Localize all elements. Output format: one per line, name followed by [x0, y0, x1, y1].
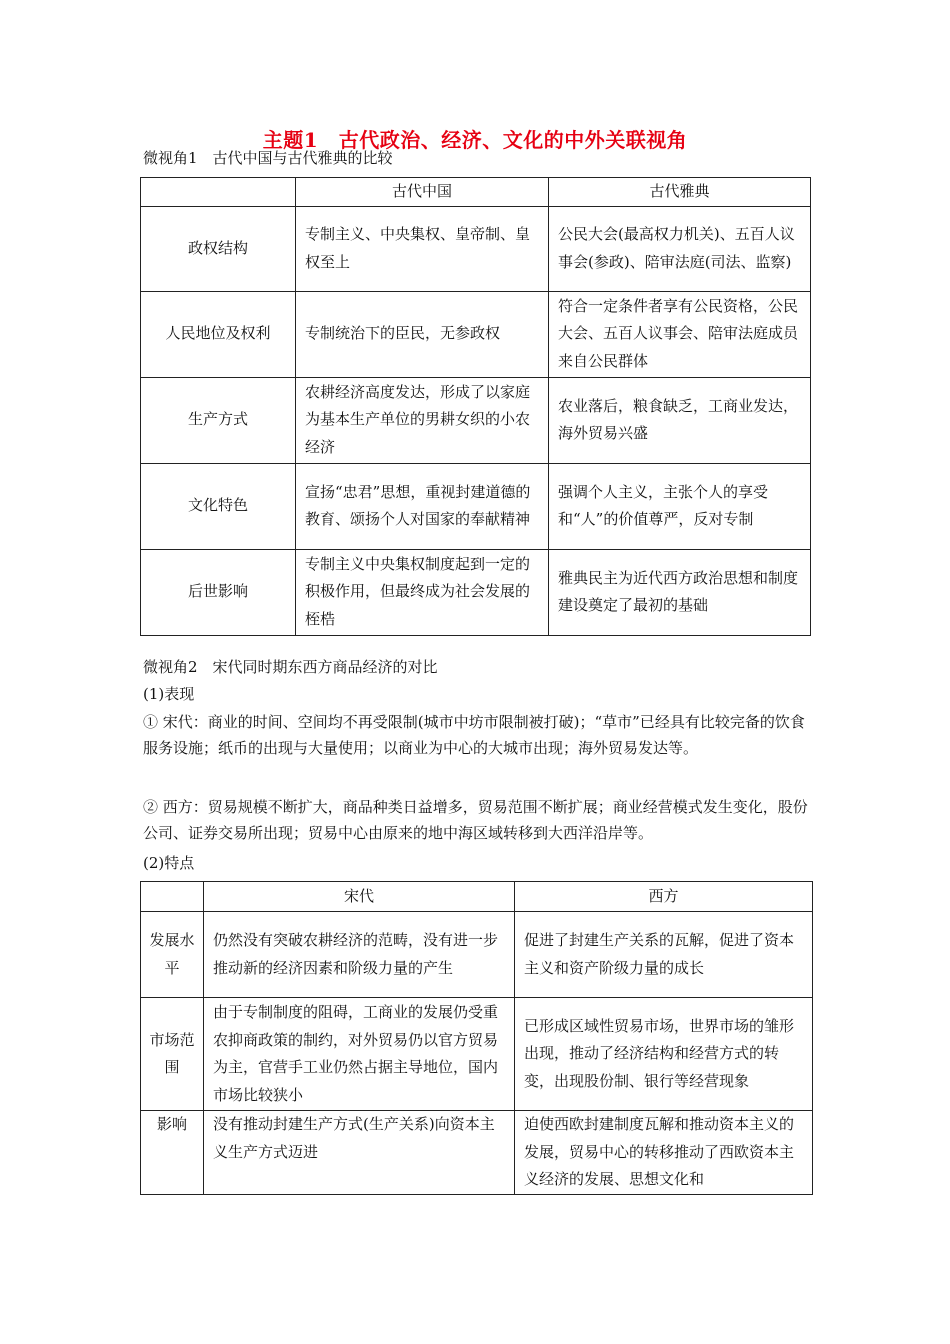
athens-cell: 农业落后，粮食缺乏，工商业发达，海外贸易兴盛	[549, 377, 811, 463]
athens-cell: 强调个人主义，主张个人的享受和“人”的价值尊严，反对专制	[549, 463, 811, 549]
west-cell: 迫使西欧封建制度瓦解和推动资本主义的发展，贸易中心的转移推动了西欧资本主义经济的发展、思想文化和	[515, 1111, 813, 1195]
table-header-row	[141, 178, 811, 207]
table-row	[141, 206, 811, 291]
row-label: 后世影响	[141, 549, 296, 635]
row-label: 文化特色	[141, 463, 296, 549]
section2-heading: 微视角2 宋代同时期东西方商品经济的对比	[143, 658, 438, 676]
china-cell: 农耕经济高度发达，形成了以家庭为基本生产单位的男耕女织的小农经济	[296, 377, 549, 463]
song-cell: 没有推动封建生产方式(生产关系)向资本主义生产方式迈进	[204, 1111, 515, 1195]
athens-cell: 符合一定条件者享有公民资格，公民大会、五百人议事会、陪审法庭成员来自公民群体	[549, 291, 811, 377]
song-paragraph: ① 宋代：商业的时间、空间均不再受限制(城市中坊市限制被打破)；“草市”已经具有比较完备的饮食服务设施；纸币的出现与大量使用；以商业为中心的大城市出现；海外贸易发达等。	[143, 713, 805, 757]
header-cell-song: 宋代	[204, 882, 515, 912]
row-label: 政权结构	[141, 206, 296, 291]
header-cell-athens: 古代雅典	[549, 178, 811, 207]
row-label: 市场范围	[141, 998, 204, 1111]
row-label: 人民地位及权利	[141, 291, 296, 377]
china-cell: 专制主义、中央集权、皇帝制、皇权至上	[296, 206, 549, 291]
west-cell: 已形成区域性贸易市场，世界市场的雏形出现，推动了经济结构和经营方式的转变，出现股份制、银行等经营现象	[515, 998, 813, 1111]
section1-heading: 微视角1 古代中国与古代雅典的比较	[143, 149, 393, 167]
table-header-row	[141, 882, 813, 912]
header-cell-china: 古代中国	[296, 178, 549, 207]
row-label: 发展水平	[141, 912, 204, 998]
table-row	[141, 549, 811, 635]
page-title: 主题1 古代政治、经济、文化的中外关联视角	[262, 128, 688, 152]
header-cell-empty	[141, 178, 296, 207]
west-cell: 促进了封建生产关系的瓦解，促进了资本主义和资产阶级力量的成长	[515, 912, 813, 998]
west-paragraph: ② 西方：贸易规模不断扩大，商品种类日益增多，贸易范围不断扩展；商业经营模式发生变化，股份公司、证券交易所出现；贸易中心由原来的地中海区域转移到大西洋沿岸等。	[143, 798, 808, 842]
table-row	[141, 463, 811, 549]
table-row	[141, 998, 813, 1111]
subheading-performance: (1)表现	[143, 685, 195, 703]
song-cell: 仍然没有突破农耕经济的范畴，没有进一步推动新的经济因素和阶级力量的产生	[204, 912, 515, 998]
header-cell-empty	[141, 882, 204, 912]
row-label: 影响	[141, 1111, 204, 1195]
row-label: 生产方式	[141, 377, 296, 463]
comparison-table-song-west	[140, 881, 813, 1195]
song-cell: 由于专制制度的阻碍，工商业的发展仍受重农抑商政策的制约，对外贸易仍以官方贸易为主，官营手工业仍然占据主导地位，国内市场比较狭小	[204, 998, 515, 1111]
table-row	[141, 291, 811, 377]
china-cell: 专制主义中央集权制度起到一定的积极作用，但最终成为社会发展的桎梏	[296, 549, 549, 635]
athens-cell: 公民大会(最高权力机关)、五百人议事会(参政)、陪审法庭(司法、监察)	[549, 206, 811, 291]
comparison-table-china-athens	[140, 177, 811, 636]
table-row	[141, 912, 813, 998]
header-cell-west: 西方	[515, 882, 813, 912]
table-row	[141, 1111, 813, 1195]
china-cell: 专制统治下的臣民，无参政权	[296, 291, 549, 377]
athens-cell: 雅典民主为近代西方政治思想和制度建设奠定了最初的基础	[549, 549, 811, 635]
table-row	[141, 377, 811, 463]
subheading-features: (2)特点	[143, 854, 195, 872]
china-cell: 宣扬“忠君”思想，重视封建道德的教育、颂扬个人对国家的奉献精神	[296, 463, 549, 549]
